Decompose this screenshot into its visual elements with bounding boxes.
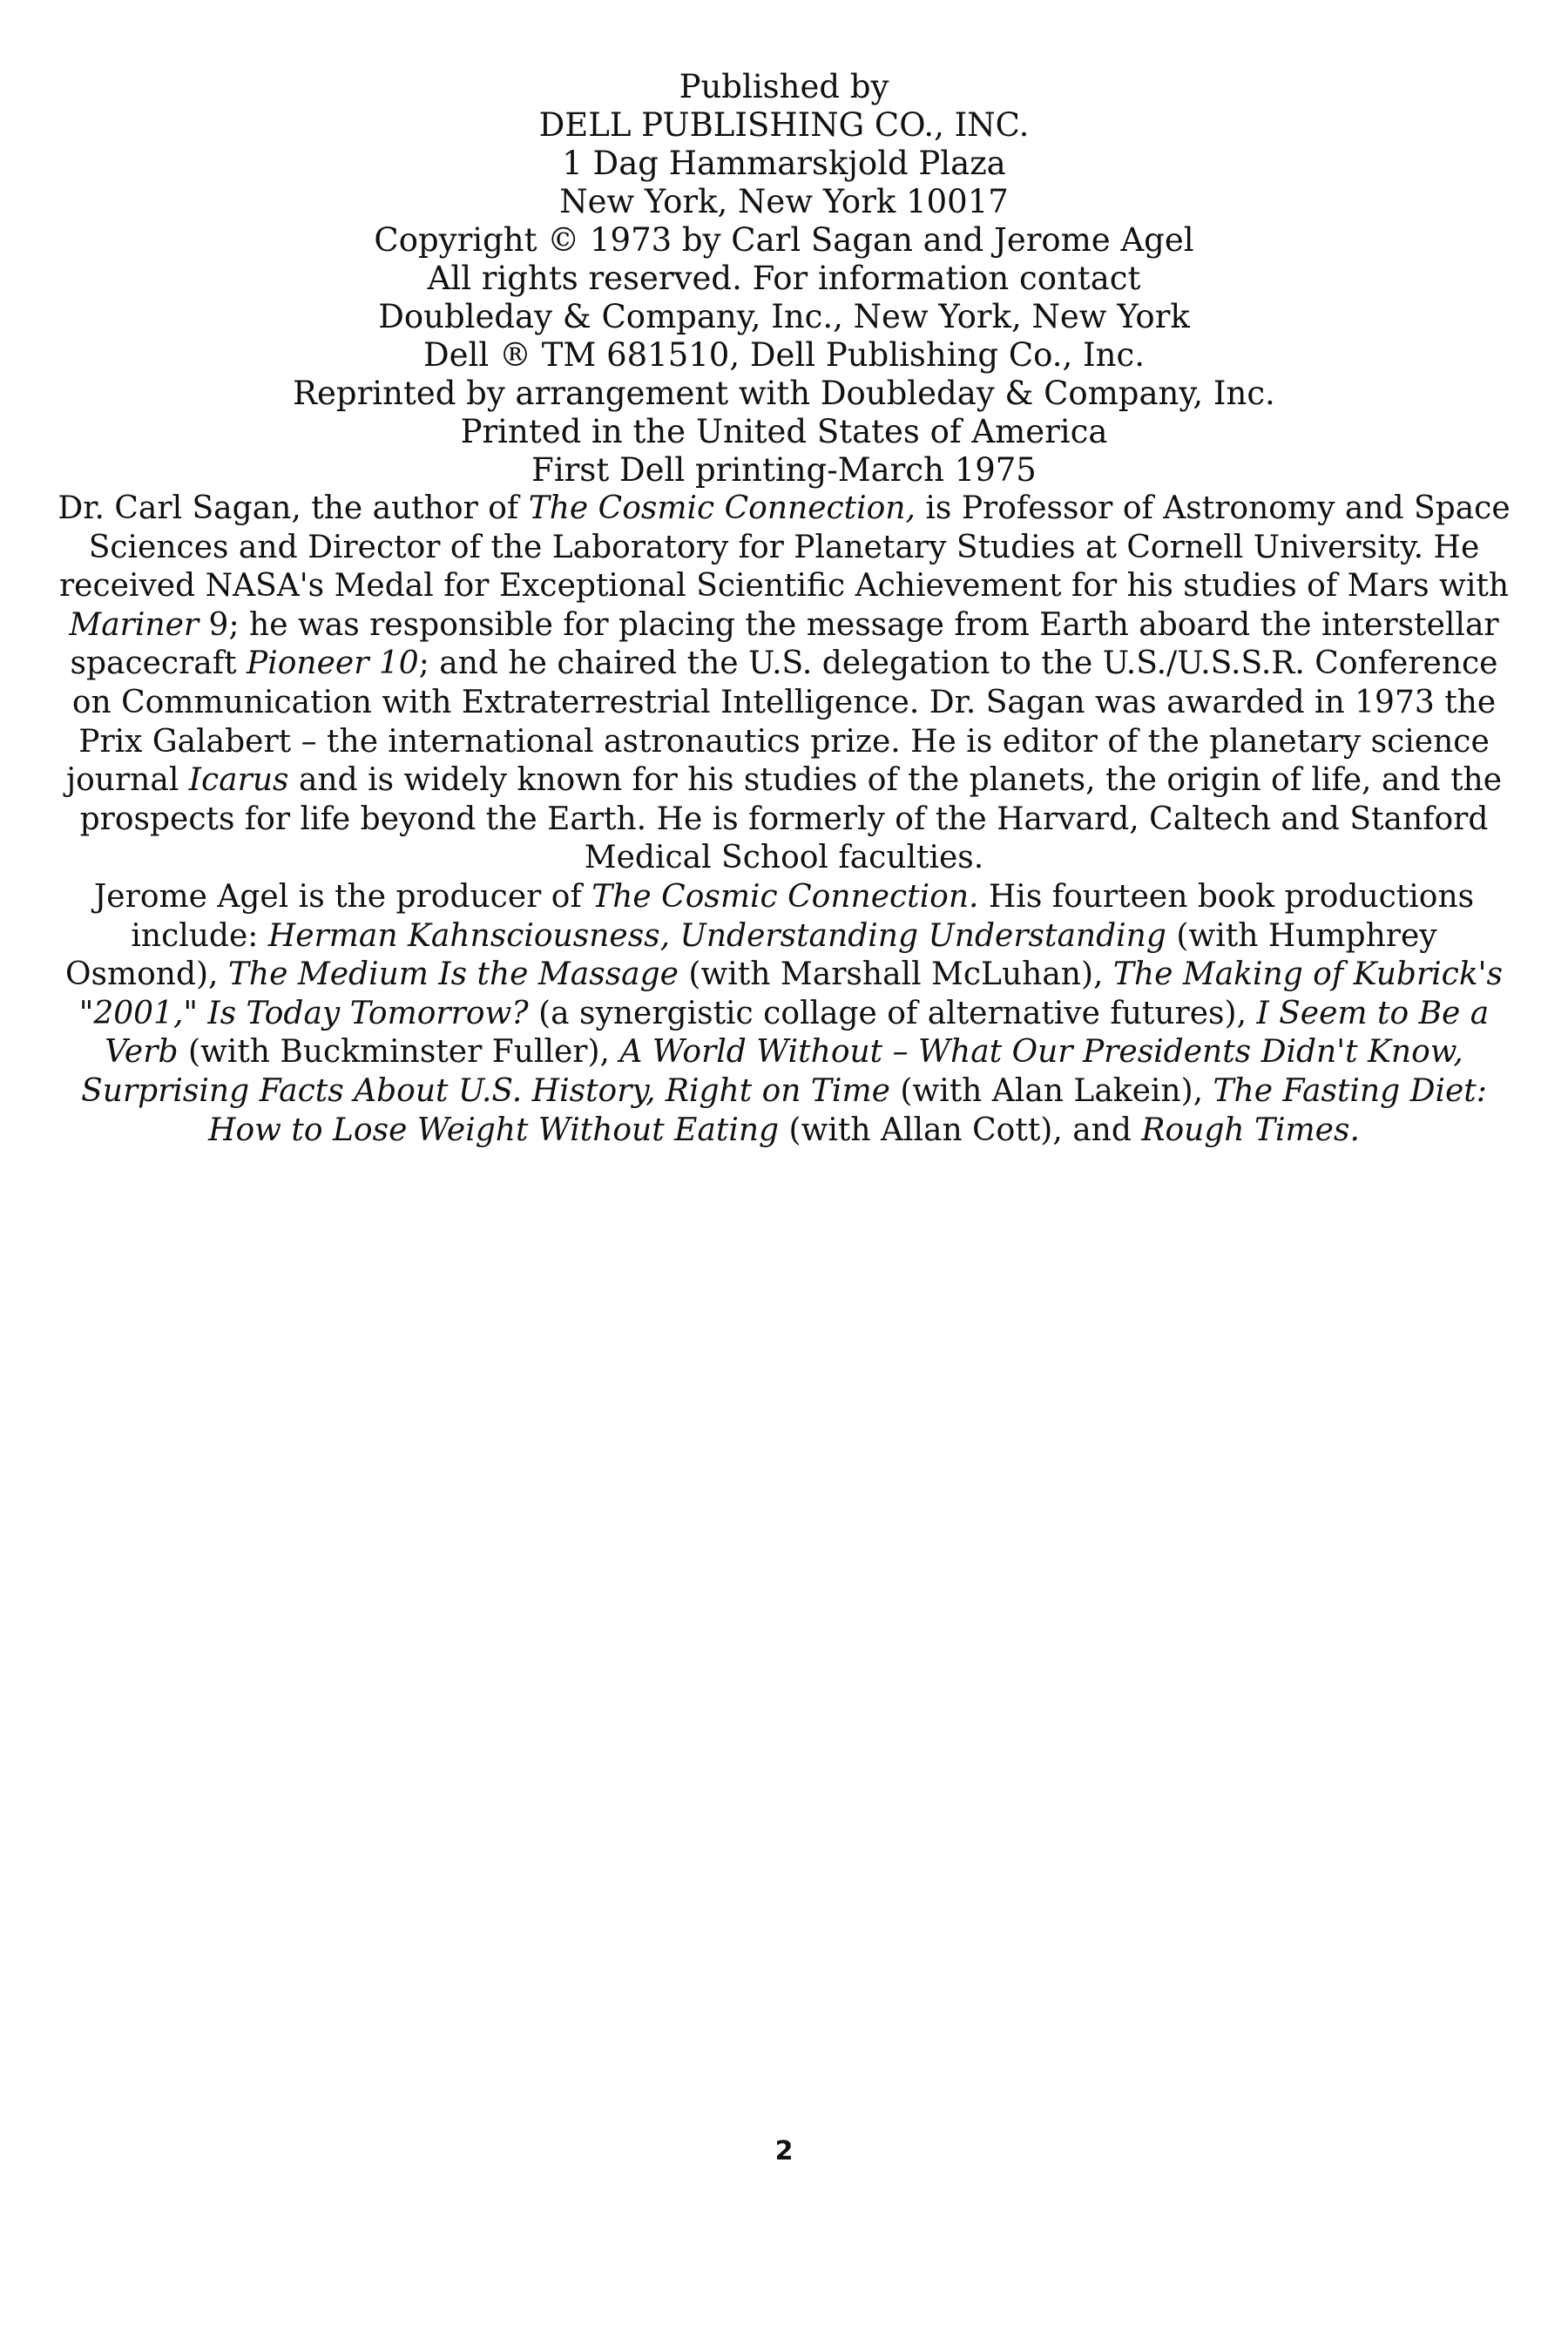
bio-text: (with Humphrey Osmond), (64, 917, 1437, 993)
imprint-copyright: Copyright © 1973 by Carl Sagan and Jerome Agel (374, 221, 1194, 259)
author-bio-agel (57, 878, 1511, 1150)
book-title: The Making of Kubrick's "2001," Is Today Tomorrow? (78, 956, 1504, 1031)
bio-text: is Professor of Astronomy and Space Sciences and Director of the Laboratory for Planetary Studies at Cornell University. He received NASA's Medal for Exceptional Scientific Achievement for his studies of Mars with (58, 490, 1511, 605)
imprint-trademark: Dell ® TM 681510, Dell Publishing Co., Inc. (423, 336, 1145, 374)
imprint-rights: All rights reserved. For information contact (427, 260, 1141, 297)
imprint-first-printing: First Dell printing-March 1975 (531, 451, 1037, 489)
bio-text: (with Buckminster Fuller), (178, 1034, 620, 1071)
page-number: 2 (774, 2136, 794, 2166)
author-bio-sagan (57, 490, 1511, 878)
bio-text: 9; he was responsible for placing the message from Earth aboard the interstellar spacecraft (70, 606, 1499, 682)
journal-title: Icarus (188, 762, 289, 799)
imprint-printed-in: Printed in the United States of America (460, 413, 1108, 450)
book-title: Herman Kahnsciousness, Understanding Understanding (267, 917, 1166, 954)
imprint-published-by: Published by (679, 68, 889, 105)
book-title: I Seem to Be a Verb (105, 995, 1490, 1071)
bio-text: Jerome Agel is the producer of (93, 878, 592, 915)
bio-text: Dr. Carl Sagan, the author of (57, 490, 529, 526)
book-title: The Fasting Diet: How to Lose Weight Without Eating (208, 1072, 1487, 1148)
imprint-publisher-name: DELL PUBLISHING CO., INC. (538, 106, 1030, 144)
book-title: Rough Times. (1141, 1112, 1360, 1148)
book-title: The Cosmic Connection, (528, 490, 916, 526)
imprint-reprint-note: Reprinted by arrangement with Doubleday & Company, Inc. (293, 375, 1275, 412)
copyright-page (57, 68, 1511, 1150)
imprint-address-city: New York, New York 10017 (559, 183, 1009, 220)
bio-text: (with Marshall McLuhan), (678, 956, 1113, 993)
bio-text: His fourteen book productions include: (131, 878, 1475, 954)
spacecraft-name: Pioneer 10 (247, 645, 419, 682)
imprint-contact: Doubleday & Company, Inc., New York, New York (378, 298, 1190, 335)
imprint-address-street: 1 Dag Hammarskjold Plaza (562, 145, 1006, 182)
bio-text: (a synergistic collage of alternative futures), (528, 995, 1257, 1031)
book-title: The Cosmic Connection. (591, 878, 979, 915)
bio-text: (with Allan Cott), and (779, 1112, 1142, 1148)
book-title: The Medium Is the Massage (227, 956, 679, 993)
bio-text: and is widely known for his studies of the planets, the origin of life, and the prospects for life beyond the Earth. He is formerly of the Harvard, Caltech and Stanford Medical School faculties. (79, 762, 1503, 876)
book-title: A World Without – What Our Presidents Didn't Know, Surprising Facts About U.S. History, Right on Time (81, 1034, 1463, 1109)
publisher-imprint (57, 68, 1511, 490)
bio-text: ; and he chaired the U.S. delegation to the U.S./U.S.S.R. Conference on Communication with Extraterrestrial Intelligence. Dr. Sagan was awarded in 1973 the Prix Galabert – the international astronautics prize. He is editor of the planetary science journal (65, 645, 1498, 799)
bio-text: (with Alan Lakein), (889, 1072, 1213, 1109)
spacecraft-name: Mariner (69, 606, 199, 643)
